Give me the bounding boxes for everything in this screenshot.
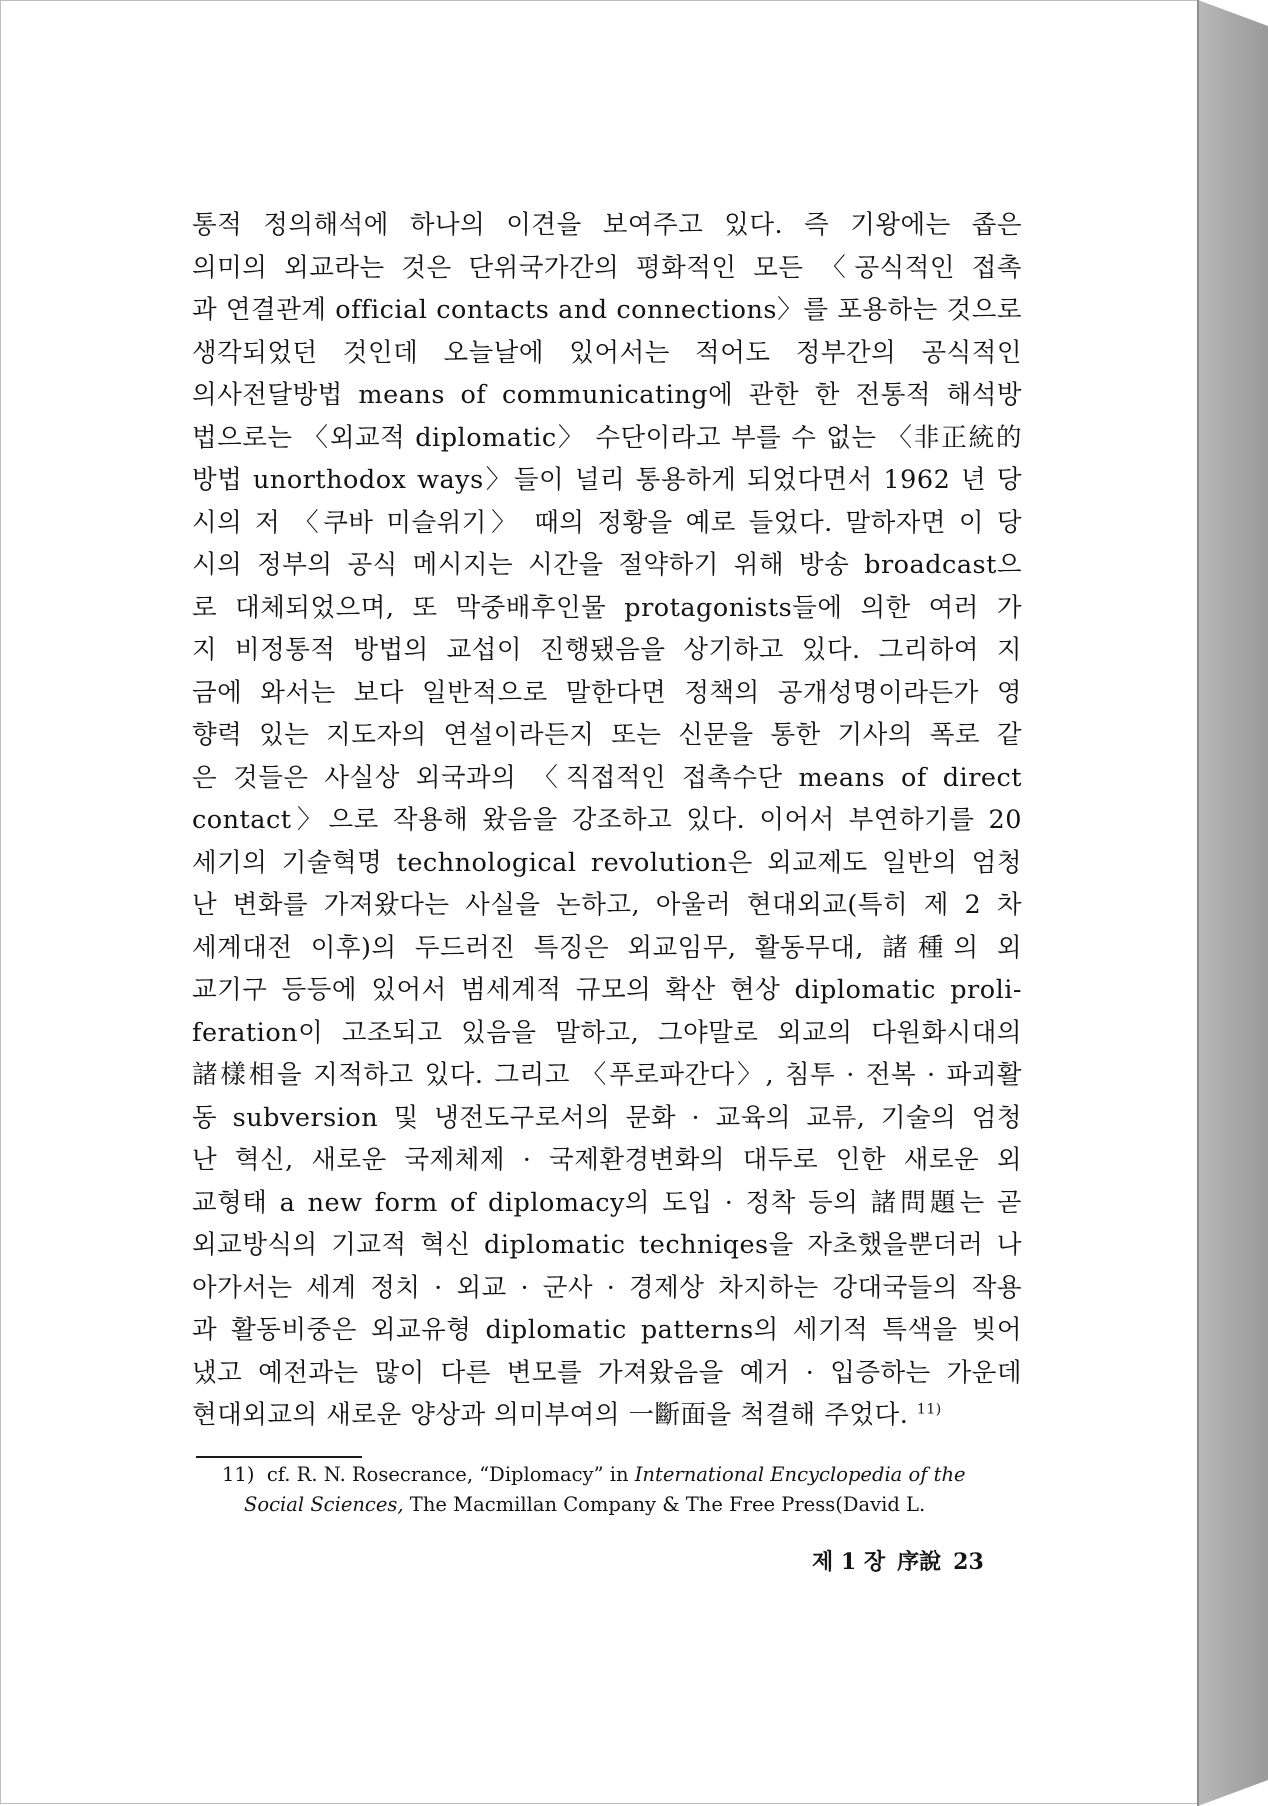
body-line: 동 subversion 및 냉전도구로서의 문화 · 교육의 교류, 기술의 엄청 <box>192 1102 1022 1133</box>
body-line: 외교방식의 기교적 혁신 diplomatic techniqes을 자초했을뿐더러 나 <box>192 1230 1022 1260</box>
body-line: 로 대체되었으며, 또 막중배후인물 protagonists들에 의한 여러 가 <box>192 592 1022 623</box>
book-spine-line <box>1197 0 1199 1806</box>
body-line: feration이 고조되고 있음을 말하고, 그야말로 외교의 다원화시대의 <box>192 1017 1022 1048</box>
body-line: 의미의 외교라는 것은 단위국가간의 평화적인 모든 〈공식적인 접촉 <box>192 252 1022 283</box>
body-line: 諸樣相을 지적하고 있다. 그리고 〈푸로파간다〉, 침투 · 전복 · 파괴활 <box>192 1060 1022 1090</box>
body-text <box>192 204 1022 1437</box>
footnote-line <box>222 1490 1022 1520</box>
body-line: 향력 있는 지도자의 연설이라든지 또는 신문을 통한 기사의 폭로 같 <box>192 720 1022 750</box>
footnote-reference: 11) <box>916 1401 942 1418</box>
body-line: 시의 저 〈쿠바 미슬위기〉 때의 정황을 예로 들었다. 말하자면 이 당 <box>192 507 1022 538</box>
body-line: 교형태 a new form of diplomacy의 도입 · 정착 등의 諸問題는 곧 <box>192 1187 1022 1218</box>
body-line: 법으로는 〈외교적 diplomatic〉 수단이라고 부를 수 없는 〈非正統的 <box>192 422 1022 453</box>
body-line: 난 혁신, 새로운 국제체제 · 국제환경변화의 대두로 인한 새로운 외 <box>192 1145 1022 1175</box>
body-line: 지 비정통적 방법의 교섭이 진행됐음을 상기하고 있다. 그리하여 지 <box>192 635 1022 665</box>
body-line: 은 것들은 사실상 외국과의 〈직접적인 접촉수단 means of direct <box>192 762 1022 793</box>
body-line: 세기의 기술혁명 technological revolution은 외교제도 일반의 엄청 <box>192 847 1022 878</box>
page-footer <box>812 1545 996 1576</box>
body-line: 시의 정부의 공식 메시지는 시간을 절약하기 위해 방송 broadcast으 <box>192 550 1022 580</box>
footnote-number: 11) <box>222 1463 255 1486</box>
body-line: 난 변화를 가져왔다는 사실을 논하고, 아울러 현대외교(특히 제 2 차 <box>192 890 1022 920</box>
body-line: 방법 unorthodox ways〉들이 널리 통용하게 되었다면서 1962 년 당 <box>192 465 1022 495</box>
footnote-divider <box>196 1456 362 1458</box>
section-label: 序說 <box>897 1549 942 1575</box>
chapter-label: 제 1 장 <box>812 1549 886 1575</box>
body-line: contact〉으로 작용해 왔음을 강조하고 있다. 이어서 부연하기를 20 <box>192 805 1022 835</box>
body-line: 생각되었던 것인데 오늘날에 있어서는 적어도 정부간의 공식적인 <box>192 337 1022 368</box>
body-line: 과 연결관계 official contacts and connections〉를 포용하는 것으로 <box>192 295 1022 325</box>
body-line-last <box>192 1394 1022 1437</box>
body-line: 과 활동비중은 외교유형 diplomatic patterns의 세기적 특색을 빚어 <box>192 1315 1022 1345</box>
body-line: 금에 와서는 보다 일반적으로 말한다면 정책의 공개성명이라든가 영 <box>192 677 1022 708</box>
body-line: 세계대전 이후)의 두드러진 특징은 외교임무, 활동무대, 諸種의 외 <box>192 932 1022 963</box>
page-number: 23 <box>953 1549 984 1575</box>
body-line: 통적 정의해석에 하나의 이견을 보여주고 있다. 즉 기왕에는 좁은 <box>192 210 1022 240</box>
footnote-citation: cf. R. N. Rosecrance, “Diplomacy” in <box>266 1463 635 1486</box>
footnote-line <box>222 1460 1022 1490</box>
footnote-source-title: International Encyclopedia of the <box>634 1463 966 1486</box>
book-page-stack-edge <box>1198 0 1268 1806</box>
body-line-last-text: 현대외교의 새로운 양상과 의미부여의 一斷面을 척결해 주었다. <box>192 1400 909 1430</box>
body-line: 아가서는 세계 정치 · 외교 · 군사 · 경제상 차지하는 강대국들의 작용 <box>192 1272 1022 1303</box>
footnote-publisher: The Macmillan Company & The Free Press(David L. <box>403 1493 926 1516</box>
body-line: 교기구 등등에 있어서 범세계적 규모의 확산 현상 diplomatic proli- <box>192 975 1022 1005</box>
body-line: 냈고 예전과는 많이 다른 변모를 가져왔음을 예거 · 입증하는 가운데 <box>192 1357 1022 1388</box>
footnote-source-title-cont: Social Sciences, <box>244 1493 404 1516</box>
footnote <box>222 1460 1022 1520</box>
body-line: 의사전달방법 means of communicating에 관한 한 전통적 해석방 <box>192 380 1022 410</box>
